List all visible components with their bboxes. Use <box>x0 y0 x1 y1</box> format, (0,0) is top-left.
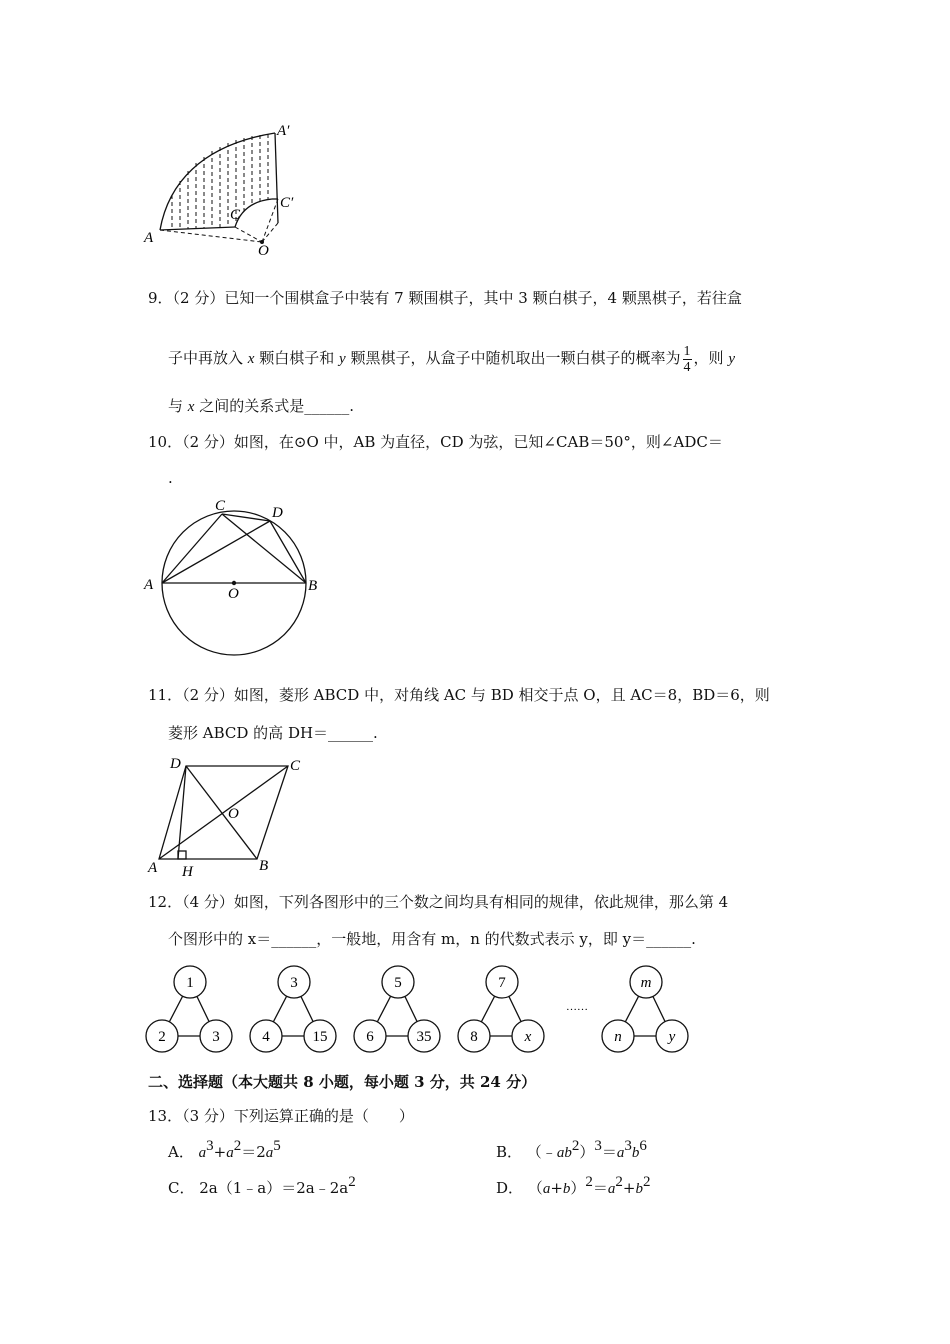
option-B-label: B． <box>496 1143 523 1161</box>
number-triangle-2 <box>250 966 336 1052</box>
figure-number-triangles <box>140 960 700 1060</box>
question-9-text-b: 颗白棋子和 <box>259 349 335 367</box>
number-triangle-3 <box>354 966 440 1052</box>
fraction-denominator: 4 <box>683 359 691 375</box>
variable-y: y <box>339 351 346 367</box>
question-10-line-2: . <box>168 469 173 487</box>
question-9-text-d: ，则 <box>693 349 724 367</box>
question-9-line-3 <box>168 396 354 417</box>
variable-x: x <box>247 351 255 367</box>
question-10-line-1 <box>148 432 723 452</box>
question-10-number: 10． <box>148 433 183 451</box>
option-D[interactable]: D． $(a+b)^2=a^2+b^2$ <box>496 1174 651 1197</box>
circle-number-right: 35 <box>416 1029 432 1045</box>
circle-number-top: m <box>640 975 652 991</box>
option-B[interactable]: B． $(﹣ab^2)^3=a^3b^6$ <box>496 1138 647 1161</box>
question-11-text: （2 分）如图，菱形 ABCD 中，对角线 AC 与 BD 相交于点 O，且 AC＝8，BD＝6，则 <box>182 686 770 704</box>
fraction-numerator: 1 <box>683 343 691 359</box>
question-12-line-1 <box>148 892 728 912</box>
ellipsis: …… <box>566 1001 588 1013</box>
circle-number-right: 15 <box>312 1029 328 1045</box>
rhombus-label-A: A <box>148 860 158 876</box>
circle-number-top: 1 <box>186 975 194 991</box>
circle-number-top: 5 <box>394 975 402 991</box>
question-9-text-a: 子中再放入 <box>168 349 244 367</box>
question-9-text-e: 与 <box>168 397 184 415</box>
question-13-text: （3 分）下列运算正确的是（ ） <box>182 1107 414 1125</box>
section-2-title: 二、选择题（本大题共 8 小题，每小题 3 分，共 24 分） <box>148 1073 537 1091</box>
question-13-stem <box>148 1106 414 1126</box>
option-A-label: A． <box>168 1143 194 1161</box>
option-C[interactable]: C． $2a(1﹣a)=2a﹣2a^2$ <box>168 1174 356 1197</box>
rhombus-label-C: C <box>290 758 301 774</box>
question-9-text: （2 分）已知一个围棋盒子中装有 7 颗围棋子，其中 3 颗白棋子，4 颗黑棋子，若往盒 <box>172 289 742 307</box>
circle-number-left: 4 <box>262 1029 270 1045</box>
option-A[interactable]: A． $a^3+a^2=2a^5$ <box>168 1138 281 1161</box>
figure-rhombus <box>140 752 320 877</box>
question-9-line-2 <box>168 343 735 375</box>
label-C-prime: C′ <box>280 195 294 211</box>
circle-number-right: 3 <box>212 1029 220 1045</box>
circle-number-right: y <box>668 1029 676 1045</box>
circle-label-D: D <box>272 505 283 521</box>
question-9-text-f: 之间的关系式是______. <box>199 397 355 415</box>
circle-label-O: O <box>228 586 239 602</box>
option-C-label: C． <box>168 1179 195 1197</box>
question-10-text: （2 分）如图，在⊙O 中，AB 为直径，CD 为弦，已知∠CAB＝50°，则∠ADC＝ <box>182 433 723 451</box>
question-9-number: 9． <box>148 289 173 307</box>
circle-number-right: x <box>524 1029 532 1045</box>
question-9-text-c: 颗黑棋子，从盒子中随机取出一颗白棋子的概率为 <box>350 349 681 367</box>
question-11-line-1 <box>148 685 770 705</box>
label-O: O <box>258 243 269 255</box>
question-11-number: 11． <box>148 686 183 704</box>
number-triangle-4 <box>458 966 544 1052</box>
rhombus-label-B: B <box>259 858 269 874</box>
circle-label-C: C <box>215 498 226 514</box>
label-A: A <box>144 230 154 246</box>
option-D-label: D． <box>496 1179 524 1197</box>
fraction-one-quarter <box>683 344 692 375</box>
circle-number-top: 7 <box>498 975 506 991</box>
rhombus-label-O: O <box>228 806 239 822</box>
number-triangle-5 <box>602 966 688 1052</box>
option-C-text: 2a（1﹣a）＝2a﹣2a <box>199 1179 349 1197</box>
question-12-line-2: 个图形中的 x＝______，一般地，用含有 m，n 的代数式表示 y，即 y＝______. <box>168 930 696 948</box>
question-12-text: （4 分）如图，下列各图形中的三个数之间均具有相同的规律，依此规律，那么第 4 <box>182 893 729 911</box>
circle-number-left: 6 <box>366 1029 374 1045</box>
circle-number-top: 3 <box>290 975 298 991</box>
rhombus-label-H: H <box>182 864 193 877</box>
question-12-number: 12． <box>148 893 183 911</box>
variable-y-2: y <box>728 351 735 367</box>
label-A-prime: A′ <box>277 123 290 139</box>
circle-label-B: B <box>308 578 318 594</box>
number-triangle-1 <box>146 966 232 1052</box>
label-C: C <box>230 207 241 223</box>
figure-sector-rotation <box>140 115 310 255</box>
circle-number-left: n <box>614 1029 622 1045</box>
figure-circle <box>140 495 330 665</box>
question-13-number: 13． <box>148 1107 183 1125</box>
question-11-line-2: 菱形 ABCD 的高 DH＝______. <box>168 724 378 742</box>
rhombus-label-D: D <box>170 756 181 772</box>
circle-number-left: 8 <box>470 1029 478 1045</box>
circle-number-left: 2 <box>158 1029 166 1045</box>
question-9-line-1 <box>148 288 742 308</box>
variable-x-2: x <box>187 399 195 415</box>
circle-label-A: A <box>144 577 154 593</box>
